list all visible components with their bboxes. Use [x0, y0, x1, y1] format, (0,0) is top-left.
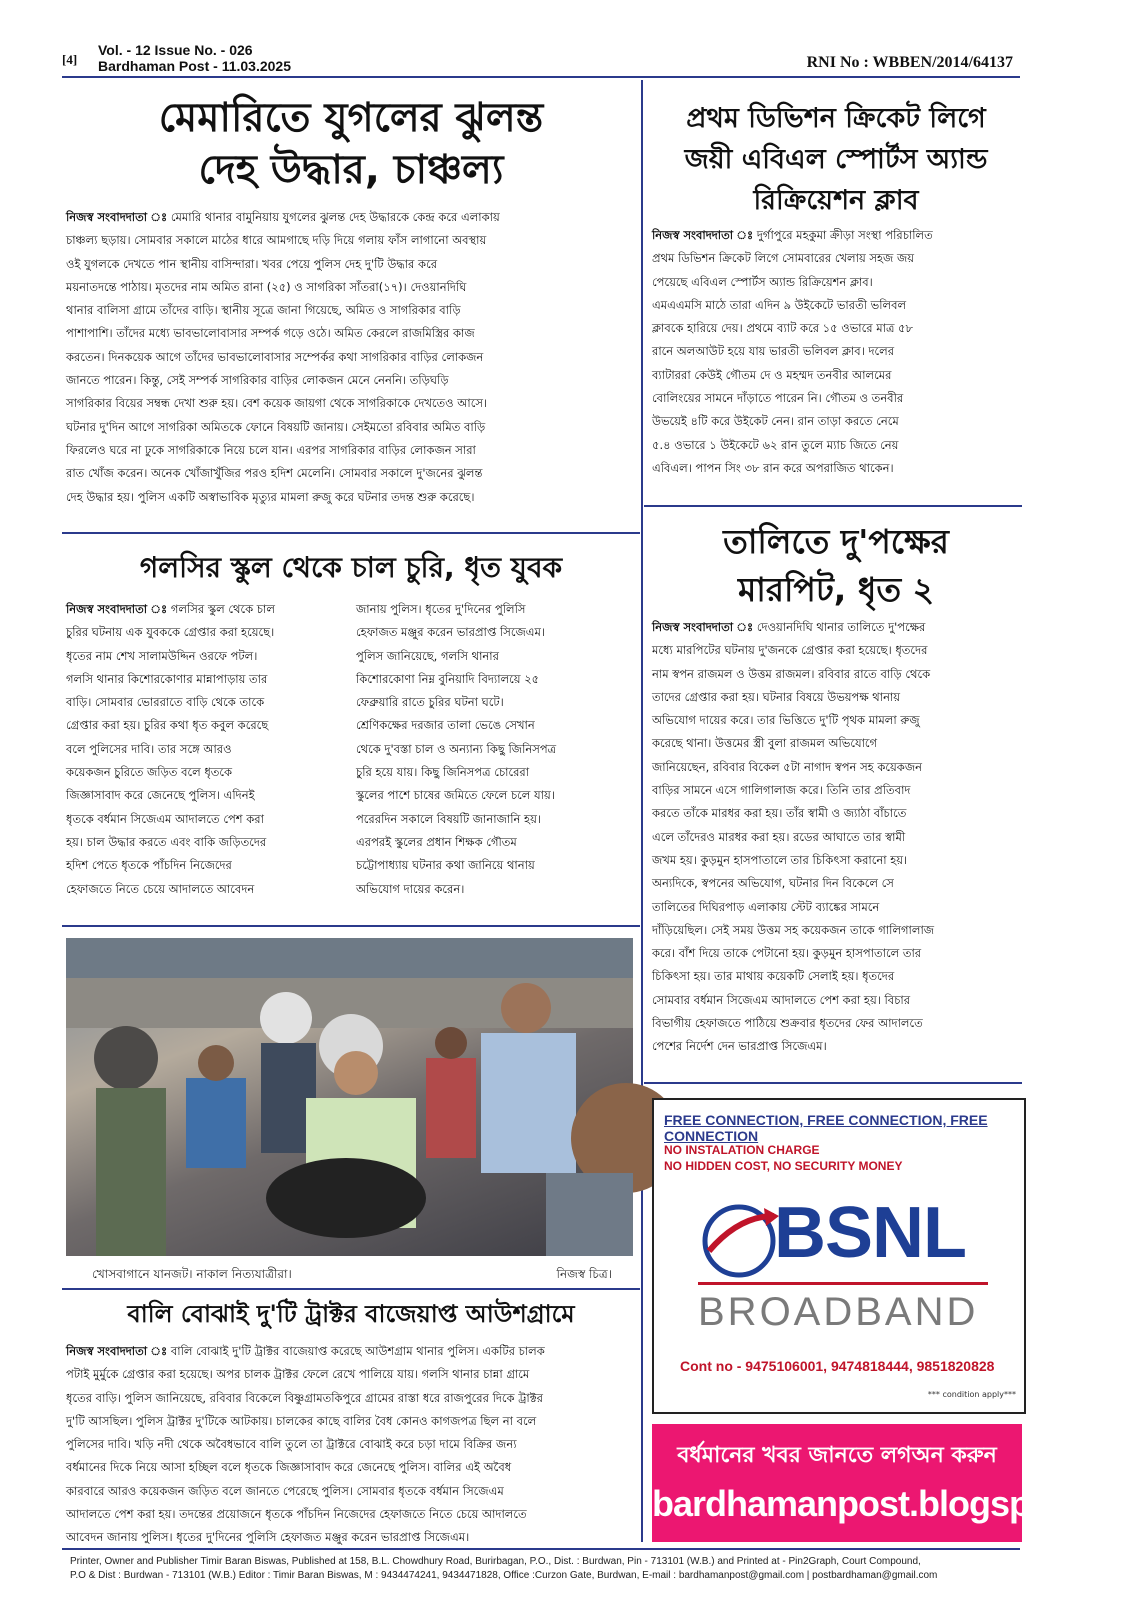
text-line: [652, 1035, 1022, 1058]
text-line: [356, 714, 634, 737]
line-text: মধ্যে মারপিটের ঘটনায় দু'জনকে গ্রেপ্তার করা হয়েছে। ধৃতদের: [652, 643, 928, 658]
traffic-jam-photo-illustration: [66, 938, 633, 1256]
text-line: [66, 392, 634, 415]
line-text: ব্যাটাররা কেউই গৌতম দে ও মহম্মদ তনবীর আলমের: [652, 367, 892, 382]
line-text: স্কুলের পাশে চাষের জমিতে ফেলে চলে যায়।: [356, 788, 555, 803]
text-line: [652, 271, 1022, 294]
line-text: দেহ উদ্ধার হয়। পুলিস একটি অস্বাভাবিক মৃত্যুর মামলা রুজু করে ঘটনার তদন্ত শুরু করেছে।: [66, 489, 475, 504]
line-text: পেয়েছে এবিএল স্পোর্টস অ্যান্ড রিক্রিয়েশন ক্লাব।: [652, 274, 873, 289]
line-text: বর্ধমানের দিকে নিয়ে আসা হচ্ছিল বলে ধৃতকে জিজ্ঞাসাবাদ করে জেনেছে পুলিস। বালির এই অবৈধ: [66, 1460, 512, 1475]
text-line: [66, 854, 344, 877]
imprint-line2: P.O & Dist : Burdwan - 713101 (W.B.) Editor : Timir Baran Biswas, M : 9434474241, 9434471828, Office :Curzon Gate, Burdwan, E-mail : bardhamanpost@gmail.com | postbardhaman@gmail.com: [70, 1570, 938, 1581]
text-line: [66, 761, 344, 784]
line-text: ওই যুগলকে দেখতে পান স্থানীয় বাসিন্দারা। খবর পেয়ে পুলিস দেহ দু'টি উদ্ধার করে: [66, 256, 438, 271]
line-text: আদালতে পেশ করা হয়। তদন্তের প্রয়োজনে ধৃতকে পাঁচদিন নিজেদের হেফাজতে নিতে চেয়ে আদালতে: [66, 1507, 527, 1522]
line-text: করে। বাঁশ দিয়ে তাকে পেটানো হয়। কুড়মুন হাসপাতালে তার: [652, 946, 922, 961]
byline: নিজস্ব সংবাদদাতা ঃ: [66, 210, 168, 224]
text-line: [652, 989, 1022, 1012]
line-text: দু'টি আসছিল। পুলিস ট্রাক্টর দু'টিকে আটকায়। চালকের কাছে বালির বৈধ কোনও কাগজপত্র ছিল না বলে: [66, 1413, 537, 1428]
text-line: [66, 808, 344, 831]
article2-title-line1: প্রথম ডিভিশন ক্রিকেট লিগে: [686, 103, 986, 134]
text-line: [356, 621, 634, 644]
text-line: [356, 784, 634, 807]
text-line: [66, 346, 634, 369]
line-text: পাশাপাশি। তাঁদের মধ্যে ভাবভালোবাসার সম্পর্ক গড়ে ওঠে। অমিত কেরলে রাজমিস্ত্রির কাজ: [66, 326, 475, 341]
article2-title-line2: জয়ী এবিএল স্পোর্টস অ্যান্ড: [684, 144, 988, 175]
text-line: [652, 896, 1022, 919]
blog-advertisement: [652, 1424, 1142, 1542]
photo-caption-text: খোসবাগানে যানজট। নাকাল নিত্যযাত্রীরা।: [92, 1267, 292, 1281]
text-line: [66, 621, 344, 644]
text-line: [652, 826, 1022, 849]
photo-credit: নিজস্ব চিত্র।: [556, 1267, 612, 1281]
line-text: কিশোরকোণা নিম্ন বুনিয়াদি বিদ্যালয়ে ২৫: [356, 671, 540, 686]
text-line: [66, 416, 634, 439]
line-text: পুলিসের দাবি। খড়ি নদী থেকে অবৈধভাবে বালি তুলে তা ট্রাক্টরে বোঝাই করে চড়া দামে বিক্রির জন্য: [66, 1437, 517, 1452]
article2-rule: [644, 505, 1022, 507]
line-text: হদিশ পেতে ধৃতকে পাঁচদিন নিজেদের: [66, 858, 232, 873]
text-line: [66, 1503, 634, 1526]
text-line: [356, 668, 634, 691]
text-line: [652, 686, 1022, 709]
text-line: [652, 849, 1022, 872]
line-text: অন্যদিকে, স্বপনের অভিযোগ, ঘটনার দিন বিকেলে সে: [652, 876, 894, 891]
line-text: আবেদন জানায় পুলিস। ধৃতের দু'দিনের পুলিসি হেফাজত মঞ্জুর করেন ভারপ্রাপ্ত সিজেএম।: [66, 1530, 470, 1545]
line-text: প্রথম ডিভিশন ক্রিকেট লিগে সোমবারের খেলায় সহজ জয়: [652, 251, 915, 266]
byline: নিজস্ব সংবাদদাতা ঃ: [652, 620, 754, 634]
text-line: [66, 299, 634, 322]
line-text: ময়নাতদন্তে পাঠায়। মৃতদের নাম অমিত রানা (২৫) ও সাগরিকা সাঁতরা(১৭)। দেওয়ানদিঘি: [66, 279, 467, 294]
text-line: [652, 802, 1022, 825]
line-text: চাঞ্চল্য ছড়ায়। সোমবার সকালে মাঠের ধারে আমগাছে দড়ি দিয়ে গলায় ফাঁস লাগানো অবস্থায়: [66, 233, 487, 248]
caption-rule: [62, 1288, 640, 1290]
article3-col2-lines: [356, 598, 634, 901]
text-line: [652, 247, 1022, 270]
text-line: [652, 663, 1022, 686]
ad-footnote: *** condition apply***: [927, 1390, 1016, 1399]
article3-rule: [62, 925, 640, 927]
text-line: [66, 1410, 634, 1433]
page-number: [4]: [62, 52, 78, 67]
text-line: [66, 1433, 634, 1456]
byline: নিজস্ব সংবাদদাতা ঃ: [652, 228, 754, 242]
line-text: ধৃতের বাড়ি। পুলিস জানিয়েছে, রবিবার বিকেলে বিষ্ণুগ্রামতকিপুরে গ্রামের রাস্তা ধরে রাজপুরের দিকে ট্রাক্টর: [66, 1390, 544, 1405]
line-text: ৫.৪ ওভারে ১ উইকেটে ৬২ রান তুলে ম্যাচ জিতে নেয়: [652, 437, 899, 452]
article1-lines: [66, 206, 634, 509]
text-line: [66, 598, 344, 621]
text-line: [356, 761, 634, 784]
line-text: দুর্গাপুরে মহকুমা ক্রীড়া সংস্থা পরিচালিত: [756, 228, 933, 242]
line-text: চট্টোপাধ্যায় ঘটনার কথা জানিয়ে থানায়: [356, 858, 535, 873]
text-line: [66, 831, 344, 854]
text-line: [66, 878, 344, 901]
text-line: [652, 756, 1022, 779]
line-text: তালিতের দিঘিরপাড় এলাকায় স্টেট ব্যাঙ্কের সামনে: [652, 899, 880, 914]
line-text: চুরির ঘটনায় এক যুবককে গ্রেপ্তার করা হয়েছে।: [66, 625, 275, 640]
line-text: উভয়েই ৪টি করে উইকেট নেন। রান তাড়া করতে নেমে: [652, 414, 899, 429]
line-text: নাম স্বপন রাজমল ও উত্তম রাজমল। রবিবার রাতে বাড়ি থেকে: [652, 666, 931, 681]
text-line: [66, 462, 634, 485]
line-text: দাঁড়িয়েছিল। সেই সময় উত্তম সহ কয়েকজন তাকে গালিগালাজ: [652, 922, 935, 937]
bsnl-brand: BSNL: [774, 1193, 966, 1273]
text-line: [652, 732, 1022, 755]
text-line: [66, 784, 344, 807]
line-text: জিজ্ঞাসাবাদ করে জেনেছে পুলিস। এদিনই: [66, 788, 255, 803]
line-text: দেওয়ানদিঘি থানার তালিতে দু'পক্ষের: [756, 620, 926, 634]
line-text: বলে পুলিসের দাবি। তার সঙ্গে আরও: [66, 741, 232, 756]
line-text: জানিয়েছেন, রবিবার বিকেল ৫টা নাগাদ স্বপন সহ কয়েকজন: [652, 759, 922, 774]
article2-headline: [650, 98, 1022, 221]
line-text: ফিরলেও ঘরে না ঢুকে সাগরিকাকে নিয়ে চলে যান। এরপর সাগরিকার বাড়ির লোকজন সারা: [66, 442, 476, 457]
article4-title-line2: মারপিট, ধৃত ২: [737, 570, 935, 609]
article2-body: [652, 224, 1022, 480]
line-text: সাগরিকার বিয়ের সম্বন্ধ দেখা শুরু হয়। বেশ কয়েক জায়গা থেকে সাগরিকাকে দেখতেও আসে।: [66, 396, 488, 411]
blog-ad-line1: বর্ধমানের খবর জানতে লগঅন করুন: [677, 1443, 997, 1468]
text-line: [652, 224, 1022, 247]
bsnl-logo-icon: [694, 1196, 784, 1286]
line-text: ধৃতের নাম শেখ সালামউদ্দিন ওরফে পটল।: [66, 648, 258, 663]
text-line: [66, 738, 344, 761]
line-text: ফেব্রুয়ারি রাতে চুরির ঘটনা ঘটে।: [356, 695, 504, 710]
line-text: হেফাজত মঞ্জুর করেন ভারপ্রাপ্ত সিজেএম।: [356, 625, 546, 640]
article5-headline: বালি বোঝাই দু'টি ট্রাক্টর বাজেয়াপ্ত আউশগ্রামে: [127, 1300, 575, 1328]
line-text: রাত খোঁজ করেন। অনেক খোঁজাখুঁজির পরও হদিশ মেলেনি। সোমবার সকালে দু'জনের ঝুলন্ত: [66, 466, 483, 481]
footer-rule: [62, 1548, 1020, 1550]
text-line: [66, 645, 344, 668]
line-text: বোলিংয়ের সামনে দাঁড়াতে পারেন নি। গৌতম ও তনবীর: [652, 391, 904, 406]
line-text: বাড়ি। সোমবার ভোররাতে বাড়ি থেকে তাকে: [66, 695, 265, 710]
line-text: বাড়ির সামনে এসে গালিগালাজ করে। তিনি তার প্রতিবাদ: [652, 783, 911, 798]
byline: নিজস্ব সংবাদদাতা ঃ: [66, 602, 168, 616]
bsnl-product: BROADBAND: [698, 1290, 979, 1334]
text-line: [652, 294, 1022, 317]
text-line: [356, 831, 634, 854]
line-text: থেকে দু'বস্তা চাল ও অন্যান্য কিছু জিনিসপত্র: [356, 741, 557, 756]
text-line: [66, 369, 634, 392]
text-line: [66, 253, 634, 276]
line-text: পুলিস জানিয়েছে, গলসি থানার: [356, 648, 499, 663]
line-text: মেমারি থানার বামুনিয়ায় যুগলের ঝুলন্ত দেহ উদ্ধারকে কেন্দ্র করে এলাকায়: [170, 210, 500, 224]
text-line: [66, 714, 344, 737]
text-line: [66, 1363, 634, 1386]
text-line: [356, 691, 634, 714]
article3-col1-lines: [66, 598, 344, 901]
text-line: [652, 387, 1022, 410]
line-text: পেশের নির্দেশ দেন ভারপ্রাপ্ত সিজেএম।: [652, 1039, 827, 1054]
line-text: রানে অলআউট হয়ে যায় ভারতী ভলিবল ক্লাব। দলের: [652, 344, 895, 359]
article5-body: [66, 1340, 634, 1550]
article5-lines: [66, 1340, 634, 1550]
line-text: ধৃতকে বর্ধমান সিজেএম আদালতে পেশ করা: [66, 811, 264, 826]
volume-label: Vol. - 12 Issue No. - 026: [98, 42, 253, 58]
text-line: [652, 709, 1022, 732]
blog-url: bardhamanpost.blogspot.com: [652, 1483, 1142, 1524]
photo-caption: [92, 1266, 612, 1286]
text-line: [356, 808, 634, 831]
line-text: অভিযোগ দায়ের করেন।: [356, 881, 465, 896]
text-line: [356, 645, 634, 668]
text-line: [66, 1456, 634, 1479]
line-text: হয়। চাল উদ্ধার করতে এবং বাকি জড়িতদের: [66, 834, 267, 849]
ad-free-connection: FREE CONNECTION, FREE CONNECTION, FREE CONNECTION: [664, 1112, 988, 1144]
bsnl-advertisement: [652, 1098, 1026, 1414]
news-photo: [66, 938, 633, 1256]
line-text: সোমবার বর্ধমান সিজেএম আদালতে পেশ করা হয়। বিচার: [652, 992, 911, 1007]
article4-headline: [650, 518, 1022, 614]
text-line: [66, 322, 634, 345]
text-line: [356, 854, 634, 877]
line-text: থানার বালিসা গ্রামে তাঁদের বাড়ি। স্থানীয় সূত্রে জানা গিয়েছে, অমিত ও সাগরিকার বাড়ি: [66, 303, 461, 318]
brand-divider: [698, 1282, 988, 1285]
line-text: হেফাজতে নিতে চেয়ে আদালতে আবেদন: [66, 881, 255, 896]
text-line: [66, 486, 634, 509]
article1-headline: [66, 92, 636, 196]
issue-info: [98, 42, 291, 74]
text-line: [652, 457, 1022, 480]
line-text: করতেন। দিনকয়েক আগে তাঁদের ভাবভালোবাসার সম্পের্কর কথা সাগরিকার বাড়ির লোকজন: [66, 349, 484, 364]
line-text: চিকিৎসা হয়। তার মাথায় কয়েকটি সেলাই হয়। ধৃতদের: [652, 969, 895, 984]
text-line: [652, 616, 1022, 639]
article4-rule: [644, 1082, 1022, 1084]
line-text: পটাই মুর্মুকে গ্রেপ্তার করা হয়েছে। অপর চালক ট্রাক্টর ফেলে রেখে পালিয়ে যায়। গলসি থানার চান্না গ্রামে: [66, 1367, 530, 1382]
text-line: [66, 206, 634, 229]
article2-lines: [652, 224, 1022, 480]
byline: নিজস্ব সংবাদদাতা ঃ: [66, 1344, 168, 1358]
line-text: চুরি হয়ে যায়। কিছু জিনিসপত্র চোরেরা: [356, 765, 530, 780]
article1-body: [66, 206, 634, 509]
text-line: [66, 691, 344, 714]
paper-date: Bardhaman Post - 11.03.2025: [98, 58, 291, 74]
article4-body: [652, 616, 1022, 1059]
text-line: [66, 276, 634, 299]
line-text: বিভাগীয় হেফাজতে পাঠিয়ে শুক্রবার ধৃতদের ফের আদালতে: [652, 1016, 923, 1031]
line-text: এবিএল। পাপন সিং ৩৮ রান করে অপরাজিত থাকেন।: [652, 460, 894, 475]
line-text: জখম হয়। কুড়মুন হাসপাতালে তার চিকিৎসা করানো হয়।: [652, 852, 908, 867]
text-line: [652, 1012, 1022, 1035]
text-line: [66, 439, 634, 462]
column-divider: [641, 80, 643, 1542]
ad-contact: Cont no - 9475106001, 9474818444, 9851820828: [680, 1358, 995, 1374]
article2-title-line3: রিক্রিয়েশন ক্লাব: [753, 185, 919, 216]
text-line: [356, 738, 634, 761]
text-line: [652, 779, 1022, 802]
line-text: অভিযোগ দায়ের করে। তার ভিত্তিতে দু'টি পৃথক মামলা রুজু: [652, 713, 920, 728]
article1-rule: [62, 532, 640, 534]
article1-title-line2: দেহ উদ্ধার, চাঞ্চল্য: [198, 147, 504, 193]
line-text: শ্রেণিকক্ষের দরজার তালা ভেঙে সেখান: [356, 718, 535, 733]
text-line: [652, 965, 1022, 988]
text-line: [652, 872, 1022, 895]
article1-title-line1: মেমারিতে যুগলের ঝুলন্ত: [158, 95, 544, 141]
line-text: গলসি থানার কিশোরকোণার মান্নাপাড়ায় তার: [66, 671, 268, 686]
text-line: [652, 364, 1022, 387]
ad-line1: NO INSTALATION CHARGE: [664, 1143, 820, 1157]
line-text: কয়েকজন চুরিতে জড়িত বলে ধৃতকে: [66, 765, 233, 780]
ad-line2: NO HIDDEN COST, NO SECURITY MONEY: [664, 1159, 903, 1173]
line-text: করতে তাঁকে মারধর করা হয়। তাঁর স্বামী ও জ্যাঠা বাঁচাতে: [652, 806, 907, 821]
line-text: পরেরদিন সকালে বিষয়টি জানাজানি হয়।: [356, 811, 541, 826]
line-text: গ্রেপ্তার করা হয়। চুরির কথা ধৃত কবুল করেছে: [66, 718, 269, 733]
text-line: [66, 1340, 634, 1363]
text-line: [652, 410, 1022, 433]
imprint-line1: Printer, Owner and Publisher Timir Baran Biswas, Published at 158, B.L. Chowdhury Road, Burirbagan, P.O., Dist. : Burdwan, Pin - 713101 (W.B.) and Printed at - Pin2Graph, Court Compound,: [70, 1556, 921, 1567]
text-line: [652, 317, 1022, 340]
line-text: জানায় পুলিস। ধৃতের দু'দিনের পুলিসি: [356, 602, 526, 616]
text-line: [652, 639, 1022, 662]
text-line: [66, 1526, 634, 1549]
article4-title-line1: তালিতে দু'পক্ষের: [723, 522, 949, 561]
line-text: এলে তাঁদেরও মারধর করা হয়। রডের আঘাতে তার স্বামী: [652, 829, 906, 844]
line-text: জানতে পারেন। কিন্তু, সেই সম্পর্ক সাগরিকার বাড়ির লোকজন মেনে নেননি। তড়িঘড়ি: [66, 373, 449, 388]
line-text: বালি বোঝাই দু'টি ট্রাক্টর বাজেয়াপ্ত করেছে আউশগ্রাম থানার পুলিস। একটির চালক: [170, 1344, 545, 1358]
ad-conditions: [664, 1142, 902, 1174]
text-line: [652, 919, 1022, 942]
line-text: করেছে থানা। উত্তমের স্ত্রী বুলা রাজমল অভিযোগে: [652, 736, 878, 751]
article3-headline: গলসির স্কুল থেকে চাল চুরি, ধৃত যুবক: [139, 551, 563, 584]
header-rule: [62, 76, 1020, 78]
text-line: [356, 878, 634, 901]
text-line: [66, 668, 344, 691]
text-line: [652, 942, 1022, 965]
text-line: [66, 1387, 634, 1410]
article4-lines: [652, 616, 1022, 1059]
text-line: [66, 1480, 634, 1503]
article3-col2: [356, 598, 634, 901]
text-line: [356, 598, 634, 621]
text-line: [652, 340, 1022, 363]
line-text: এমএএমসি মাঠে তারা এদিন ৯ উইকেটে ভারতী ভলিবল: [652, 297, 907, 312]
line-text: ঘটনার দু'দিন আগে সাগরিকা অমিতকে ফোনে বিষয়টি জানায়। সেইমতো রবিবার অমিত বাড়ি: [66, 419, 486, 434]
rni-number: RNI No : WBBEN/2014/64137: [806, 54, 1013, 71]
text-line: [652, 434, 1022, 457]
line-text: তাদের গ্রেপ্তার করা হয়। ঘটনার বিষয়ে উভয়পক্ষ থানায়: [652, 689, 901, 704]
line-text: এরপরই স্কুলের প্রধান শিক্ষক গৌতম: [356, 834, 517, 849]
line-text: ক্লাবকে হারিয়ে দেয়। প্রথমে ব্যাট করে ১৫ ওভারে মাত্র ৫৮: [652, 321, 913, 336]
article3-col1: [66, 598, 344, 901]
line-text: কারবারে আরও কয়েকজন জড়িত বলে জানতে পেরেছে পুলিস। সোমবার ধৃতকে বর্ধমান সিজেএম: [66, 1483, 504, 1498]
text-line: [66, 229, 634, 252]
line-text: গলসির স্কুল থেকে চাল: [170, 602, 275, 616]
imprint-footer: [70, 1555, 1030, 1583]
